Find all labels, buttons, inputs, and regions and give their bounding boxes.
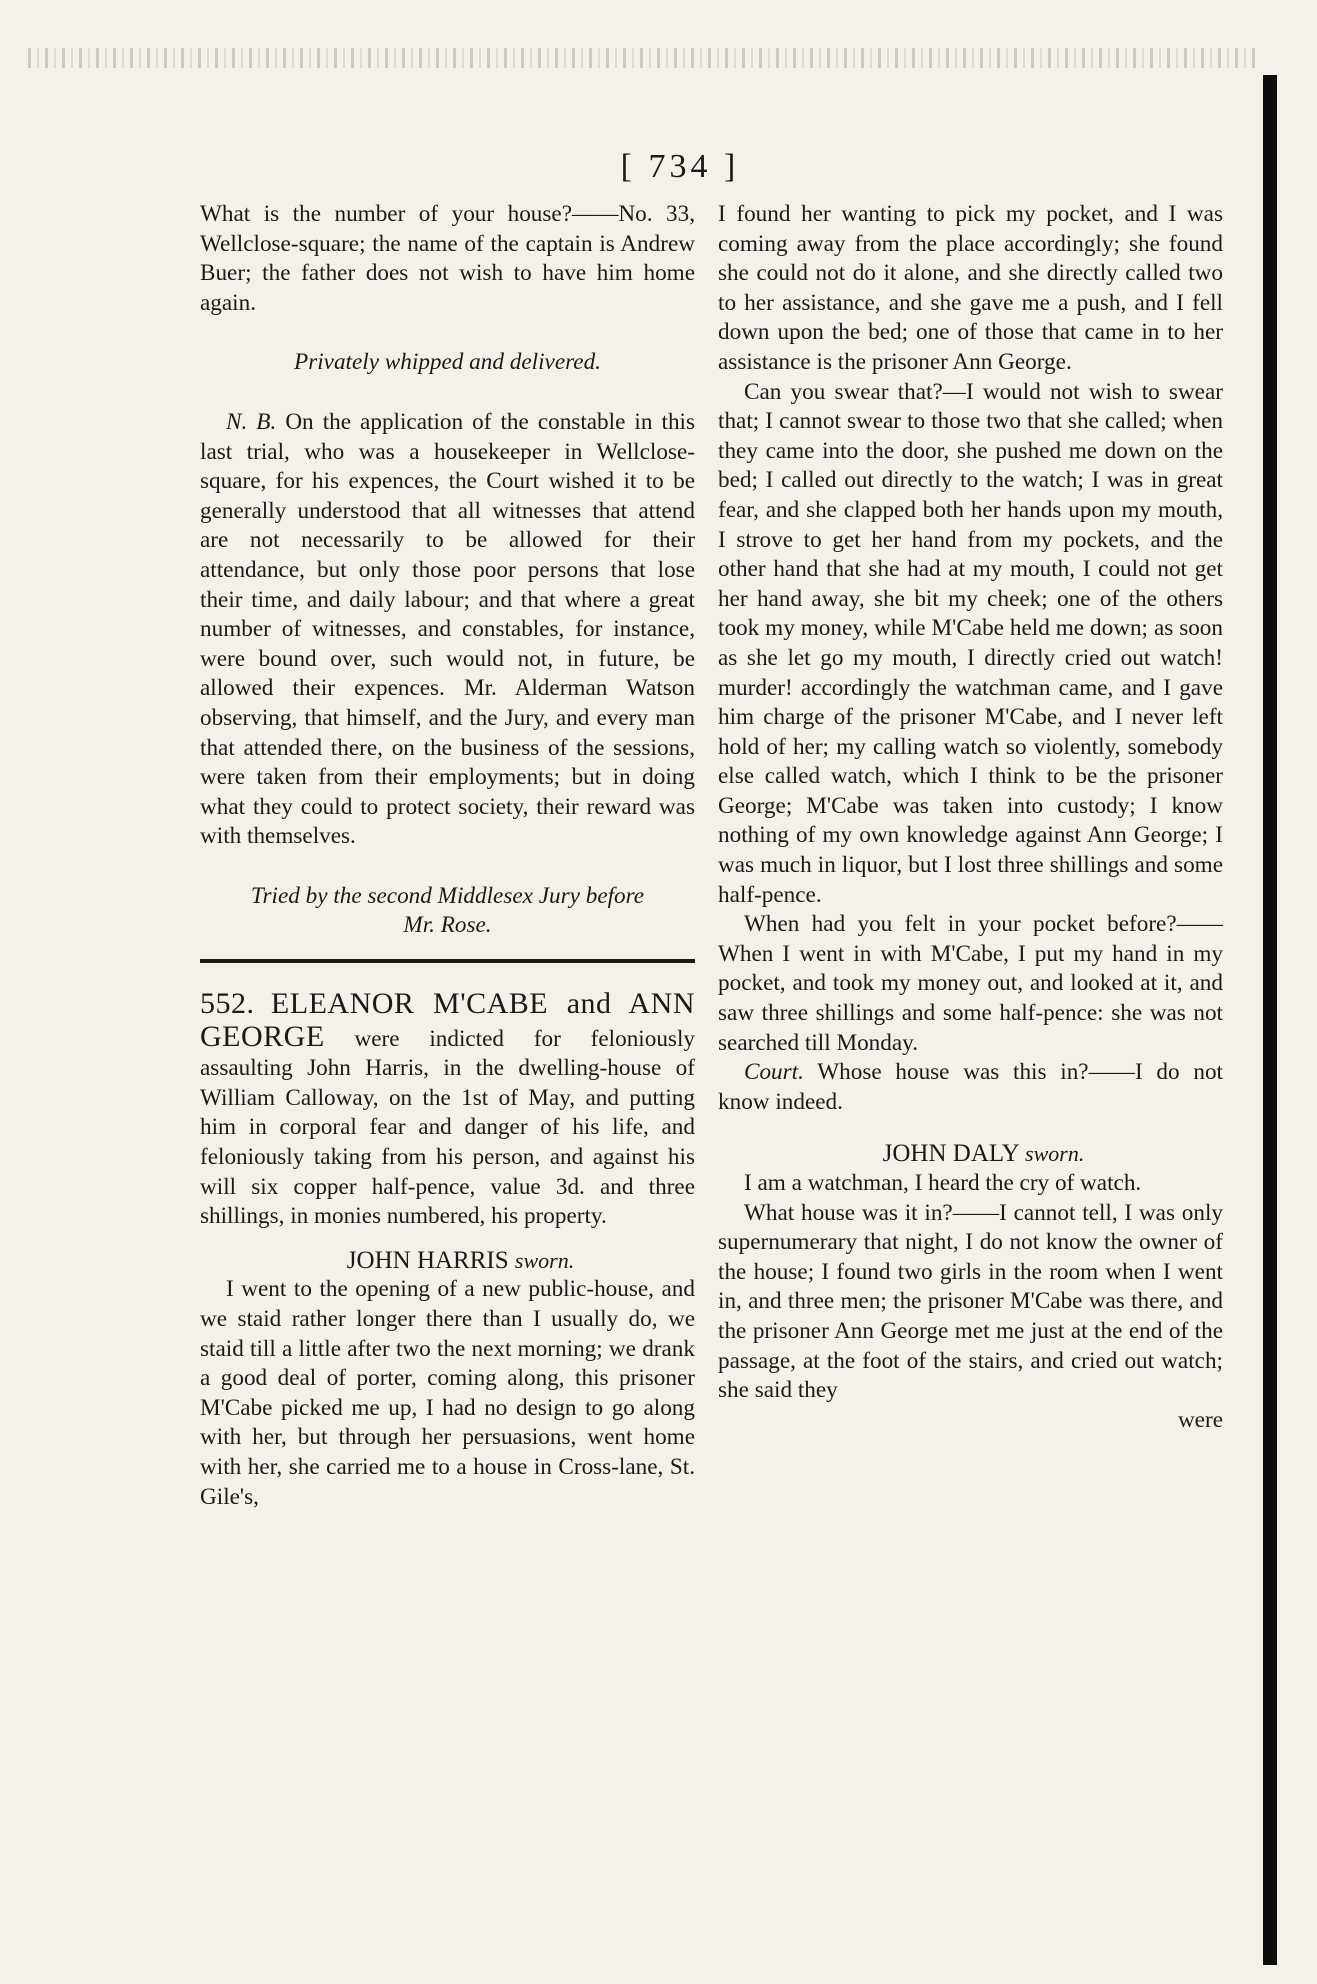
case-defendants: ELEANOR M'CABE and ANN GEORGE — [200, 987, 695, 1053]
court-question — [718, 1058, 1223, 1117]
witness-sworn: sworn. — [1025, 1141, 1085, 1167]
witness-name: JOHN DALY — [882, 1140, 1019, 1168]
witness-name: JOHN HARRIS — [346, 1246, 509, 1274]
testimony-paragraph: When had you felt in your pocket before?——When I went in with M'Cabe, I put my hand in my pocket, and took my money out, and looked at it, and saw three shillings and some half-pence: she was not searched till Monday. — [718, 911, 1223, 1056]
nb-text: On the application of the constable in this last trial, who was a housekeeper in Wellclose-square, for his expences, the Court wished it to be generally understood that all witnesses that attend are not necessarily to be allowed for their attendance, but only those poor persons that lose their time, and daily labour; and that where a great number of witnesses, and constables, for instance, were bound over, such would not, in future, be allowed their expences. Mr. Alderman Watson observing, that himself, and the Jury, and every man that attended there, on the business of the sessions, were taken from their employments; but in doing what they could to protect society, their reward was with themselves. — [200, 408, 695, 850]
tried-judge: Mr. Rose. — [403, 912, 492, 939]
testimony-paragraph: Can you swear that?—I would not wish to swear that; I cannot swear to those two that she called; when they came into the door, she pushed me down on the bed; I called out directly to the watch; I was in great fear, and she clapped both her hands upon my mouth, I strove to get her hand from my pockets, and the other hand that she had at my mouth, I could not get her hand away, she bit my cheek; one of the others took my money, while M'Cabe held me down; as soon as she let go my mouth, I directly cried out watch! murder! accordingly the watchman came, and I gave him charge of the prisoner M'Cabe, and I never left hold of her; my calling watch so violently, somebody else called watch, which I think to be the prisoner George; M'Cabe was taken into custody; I know nothing of my own knowledge against Ann George; I was much in liquor, but I lost three shillings and some half-pence. — [718, 378, 1223, 908]
scan-noise-strip — [28, 48, 1258, 68]
catchword: were — [1177, 1406, 1223, 1433]
testimony-paragraph: I went to the opening of a new public-house, and we staid rather longer there than I usually do, we staid till a little after two the next morning; we drank a good deal of porter, coming along, this prisoner M'Cabe picked me up, I had no design to go along with her, but through her persuasions, went home with her, she carried me to a house in Cross-lane, St. Gile's, — [200, 1276, 695, 1510]
case-number: 552. — [200, 987, 255, 1021]
nb-label: N. B. — [226, 408, 277, 435]
case-text: were indicted for feloniously assaulting John Harris, in the dwelling-house of William Calloway, on the 1st of May, and putting him in corporal fear and danger of his life, and feloniously taking from his person, and against his will six copper half-pence, value 3d. and three shillings, in monies numbered, his property. — [200, 1025, 695, 1230]
right-column — [718, 200, 1223, 1435]
witness-heading — [718, 1139, 1223, 1169]
witness-sworn: sworn. — [514, 1247, 575, 1273]
witness-heading — [200, 1246, 695, 1276]
page-number: [ 734 ] — [620, 148, 740, 185]
tried-line: Tried by the second Middlesex Jury before — [250, 882, 645, 909]
case-heading — [200, 989, 695, 1232]
nb-paragraph — [200, 408, 695, 852]
left-column — [200, 200, 695, 1512]
testimony-continuation: I found her wanting to pick my pocket, and I was coming away from the place accordingly; she found she could not do it alone, and she directly called two to her assistance, and she gave me a push, and I fell down upon the bed; one of those that came in to her assistance is the prisoner Ann George. — [718, 201, 1223, 375]
page-edge-bar — [1263, 75, 1277, 1965]
court-text: Whose house was this in?——I do not know indeed. — [718, 1059, 1223, 1115]
court-label: Court. — [744, 1059, 804, 1086]
paragraph: What is the number of your house?——No. 33, Wellclose-square; the name of the captain is Andrew Buer; the father does not wish to have him home again. — [200, 201, 695, 316]
sentence-line: Privately whipped and delivered. — [294, 349, 601, 376]
testimony-paragraph: I am a watchman, I heard the cry of watch. — [744, 1170, 1142, 1196]
testimony-paragraph: What house was it in?——I cannot tell, I was only supernumerary that night, I do not know the owner of the house; I found two girls in the room when I went in, and three men; the prisoner M'Cabe was there, and the prisoner Ann George met me just at the end of the passage, at the foot of the stairs, and cried out watch; she said they — [718, 1199, 1223, 1404]
section-rule — [200, 959, 695, 963]
